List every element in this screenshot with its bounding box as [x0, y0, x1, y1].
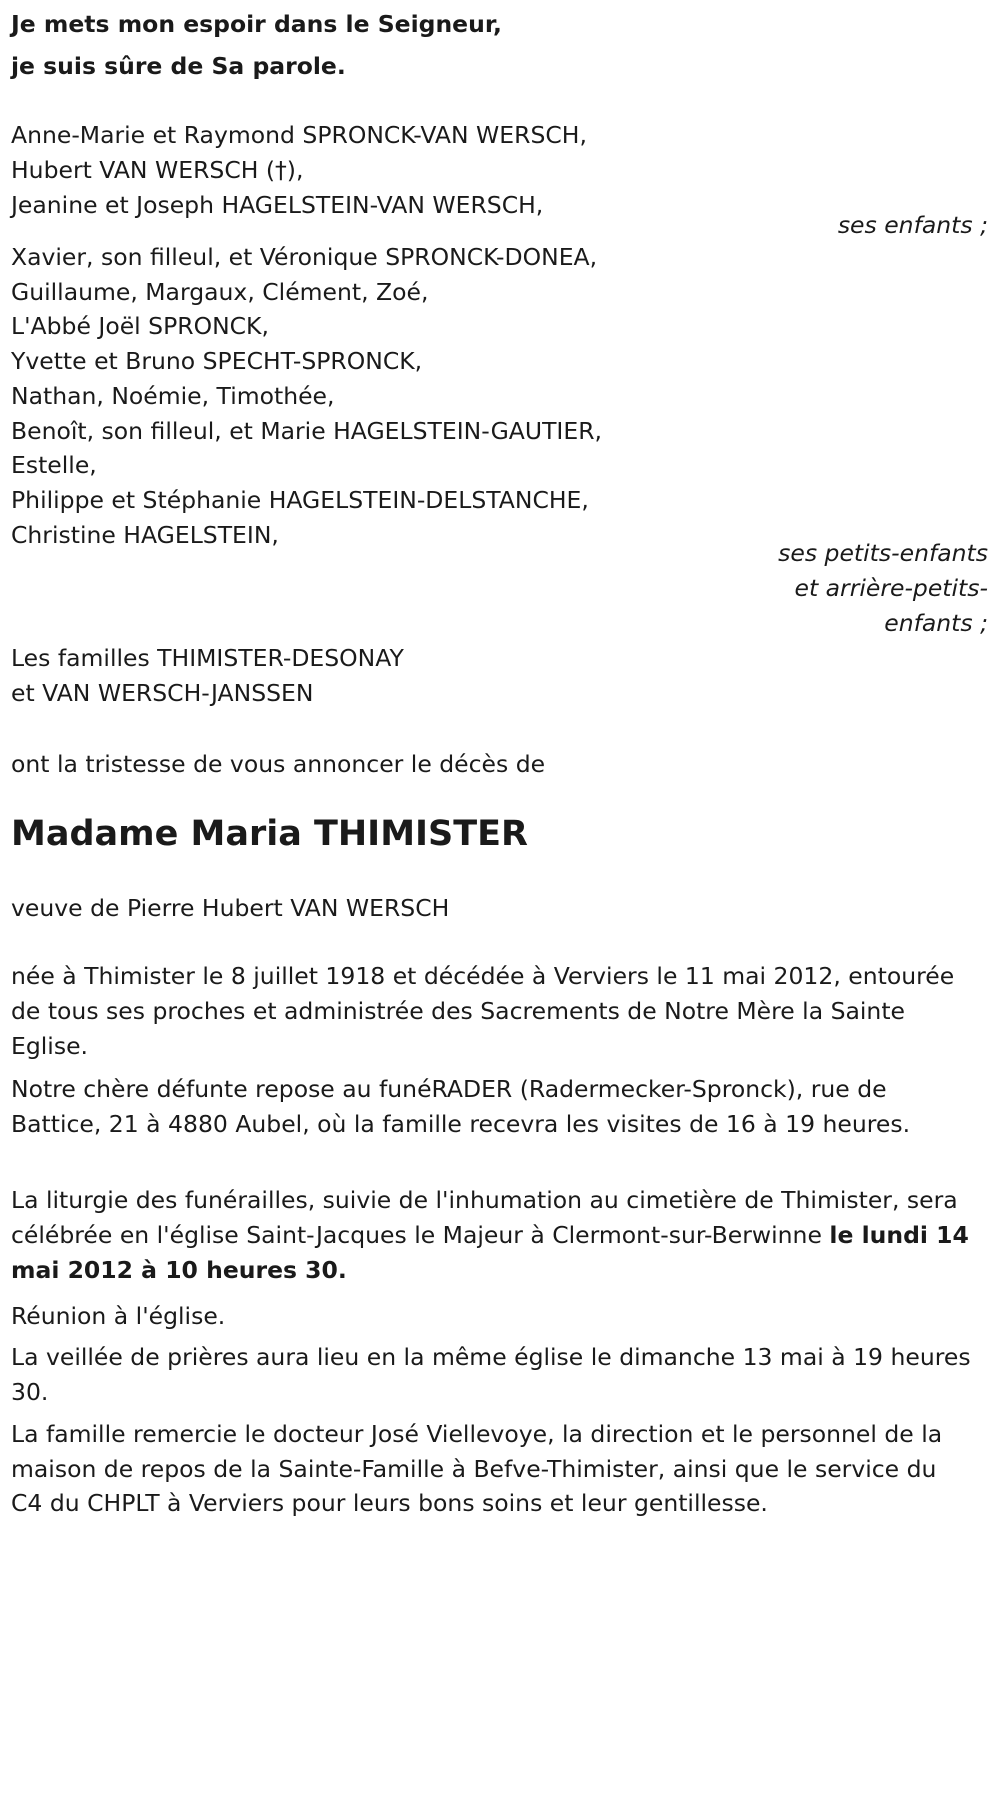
announcement [11, 744, 986, 784]
children-line: Hubert VAN WERSCH (†), [11, 156, 304, 184]
meeting-text: Réunion à l'église. [11, 1302, 226, 1330]
role-label: et arrière-petits- [794, 574, 988, 602]
birth-death [11, 959, 986, 1064]
widow-of [11, 888, 986, 928]
thanks [11, 1417, 986, 1521]
grandchildren-line: Nathan, Noémie, Timothée, [11, 381, 335, 410]
families-line: et VAN WERSCH-JANSSEN [11, 679, 314, 707]
grandchildren-line: L'Abbé Joël SPRONCK, [11, 312, 269, 341]
grandchildren-role [11, 536, 986, 641]
deceased-name [11, 812, 986, 856]
grandchildren-line: Estelle, [11, 451, 97, 480]
liturgy-text: La liturgie des funérailles, suivie de l'inhumation au cimetière de Thimister, sera célébrée en l'église Saint-Jacques le Majeur à Clermont-sur-Berwinne [11, 1186, 958, 1249]
announcement-text: ont la tristesse de vous annoncer le décès de [11, 750, 546, 778]
role-label: ses petits-enfants [778, 539, 988, 567]
thanks-text: La famille remercie le docteur José Viellevoye, la direction et le personnel de la maison de repos de la Sainte-Famille à Befve-Thimister, ainsi que le service du C4 du CHPLT à Verviers pour leurs bons soins et leur gentillesse. [11, 1420, 943, 1517]
role-label: ses enfants ; [837, 211, 988, 239]
grandchildren-line: Benoît, son filleul, et Marie HAGELSTEIN-GAUTIER, [11, 416, 603, 445]
children-role [11, 205, 986, 245]
vigil [11, 1340, 986, 1410]
grandchildren-line: Yvette et Bruno SPECHT-SPRONCK, [11, 347, 423, 376]
role-label: enfants ; [884, 609, 988, 637]
children-line: Jeanine et Joseph HAGELSTEIN-VAN WERSCH, [11, 191, 544, 219]
grandchildren-line: Christine HAGELSTEIN, [11, 520, 279, 549]
liturgy [11, 1183, 986, 1288]
verse [11, 4, 986, 86]
meeting [11, 1296, 986, 1336]
vigil-text: La veillée de prières aura lieu en la même église le dimanche 13 mai à 19 heures 30. [11, 1343, 971, 1406]
birth-death-text: née à Thimister le 8 juillet 1918 et décédée à Verviers le 11 mai 2012, entourée de tous ses proches et administrée des Sacrements de Notre Mère la Sainte Eglise. [11, 962, 955, 1060]
children-line: Anne-Marie et Raymond SPRONCK-VAN WERSCH, [11, 121, 587, 149]
deceased-name-text: Madame Maria THIMISTER [11, 814, 529, 854]
repose-text: Notre chère défunte repose au funéRADER (Radermecker-Spronck), rue de Battice, 21 à 4880 Aubel, où la famille recevra les visites de 16 à 19 heures. [11, 1075, 911, 1138]
families-line: Les familles THIMISTER-DESONAY [11, 644, 404, 672]
liturgy-date: le lundi 14 mai 2012 à 10 heures 30. [11, 1221, 969, 1284]
grandchildren-line: Xavier, son filleul, et Véronique SPRONCK-DONEA, [11, 243, 598, 271]
grandchildren-line: Guillaume, Margaux, Clément, Zoé, [11, 277, 429, 306]
verse-line: Je mets mon espoir dans le Seigneur, [11, 10, 502, 38]
widow-text: veuve de Pierre Hubert VAN WERSCH [11, 894, 450, 922]
families [11, 641, 986, 711]
grandchildren-list [11, 240, 986, 552]
liturgy-paragraph [11, 1183, 971, 1288]
verse-line: je suis sûre de Sa parole. [11, 52, 346, 80]
grandchildren-line: Philippe et Stéphanie HAGELSTEIN-DELSTANCHE, [11, 485, 589, 514]
repose [11, 1072, 986, 1142]
